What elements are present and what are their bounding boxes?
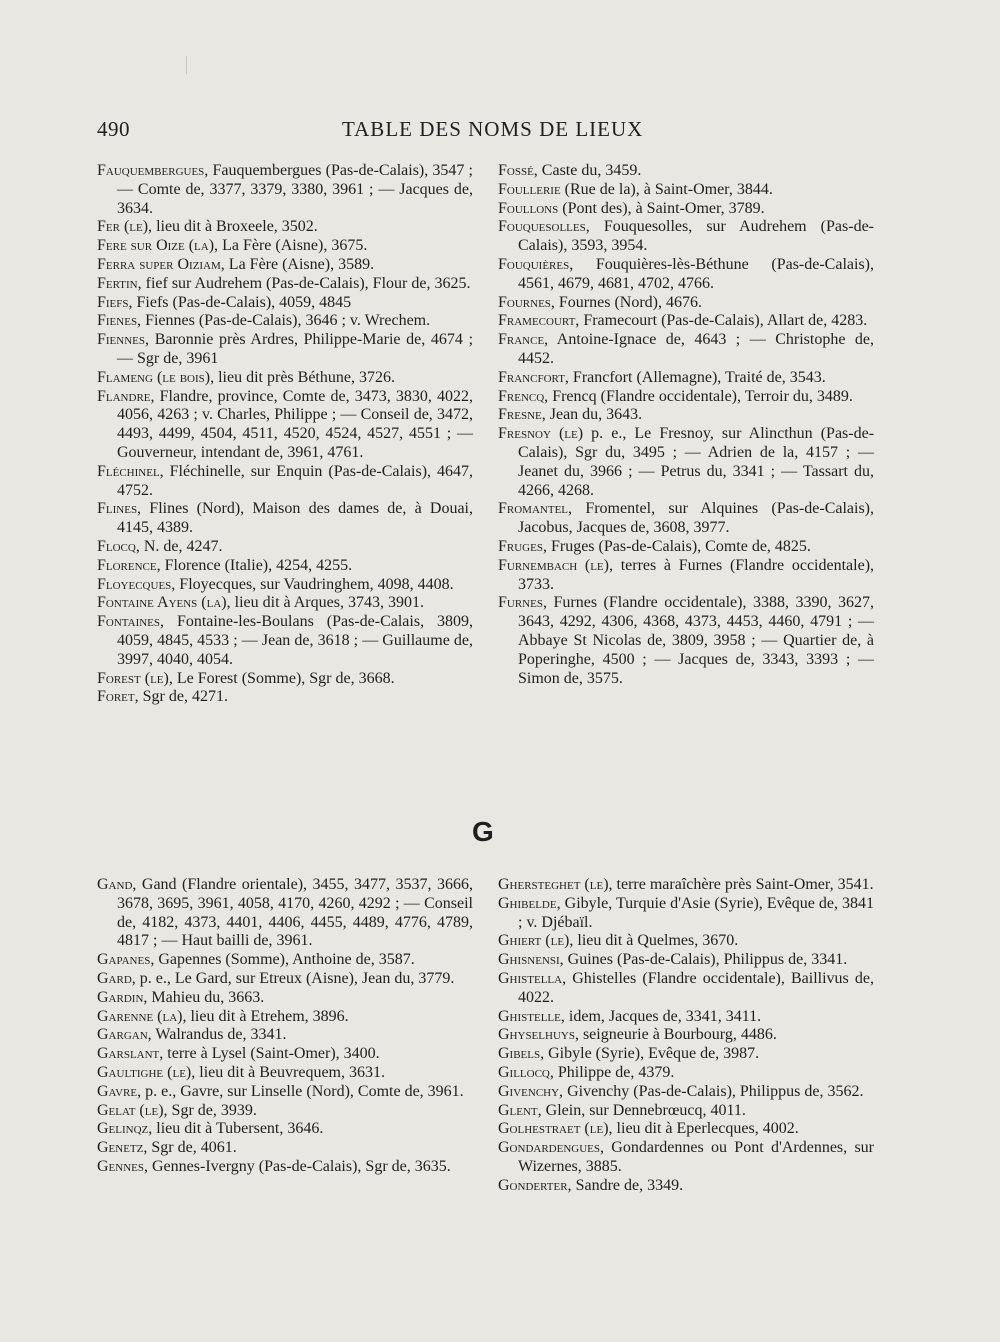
- index-entry: [498, 557, 874, 595]
- index-entry: [498, 369, 874, 388]
- index-entry: [498, 388, 874, 407]
- index-entry: [498, 1026, 874, 1045]
- entry-heading: Flandre,: [97, 387, 155, 405]
- entry-heading: Gillocq,: [498, 1063, 554, 1081]
- entry-heading: Fer (le),: [97, 218, 153, 236]
- entry-heading: Garslant,: [97, 1045, 164, 1063]
- index-entry: [498, 425, 874, 500]
- index-entry: [97, 670, 473, 689]
- index-entry: [498, 294, 874, 313]
- index-entry: [498, 500, 874, 538]
- entry-body: Flines (Nord), Maison des dames de, à Douai, 4145, 4389.: [117, 500, 474, 537]
- index-entry: [498, 1083, 874, 1102]
- entry-body: Philippe de, 4379.: [557, 1063, 675, 1081]
- entry-heading: Gelinqz,: [97, 1120, 153, 1138]
- index-entry: [498, 932, 874, 951]
- index-entry: [498, 162, 874, 181]
- entry-body: Sgr de, 3939.: [171, 1101, 257, 1119]
- entry-body: Ghistelles (Flandre occidentale), Baillivus de, 4022.: [518, 969, 875, 1006]
- index-entry: [498, 895, 874, 933]
- entry-heading: Ferra super Oiziam,: [97, 255, 225, 273]
- entry-heading: Ghersteghet (le),: [498, 876, 613, 893]
- entry-body: terre maraîchère près Saint-Omer, 3541.: [616, 876, 874, 893]
- index-entry: [97, 989, 473, 1008]
- index-entry: [97, 331, 473, 369]
- entry-body: Fouquesolles, sur Audrehem (Pas-de-Calais), 3593, 3954.: [518, 218, 874, 255]
- entry-body: fief sur Audrehem (Pas-de-Calais), Flour de, 3625.: [145, 274, 471, 292]
- entry-heading: Fauquembergues,: [97, 162, 209, 179]
- entry-body: Fauquembergues (Pas-de-Calais), 3547 ; — Comte de, 3377, 3379, 3380, 3961 ; — Jacques de, 3634.: [117, 162, 474, 217]
- entry-heading: Ghibelde,: [498, 894, 561, 912]
- entry-body: Fiefs (Pas-de-Calais), 4059, 4845: [136, 293, 352, 311]
- index-entry: [97, 312, 473, 331]
- index-entry: [97, 557, 473, 576]
- entry-body: Givenchy (Pas-de-Calais), Philippus de, 3562.: [567, 1082, 864, 1100]
- entry-heading: Floyecques,: [97, 575, 176, 593]
- index-entry: [498, 1064, 874, 1083]
- index-entry: [97, 876, 473, 951]
- index-entry: [498, 1102, 874, 1121]
- entry-body: lieu dit à Etrehem, 3896.: [190, 1007, 349, 1025]
- entry-heading: Gapanes,: [97, 951, 155, 969]
- index-entry: [97, 1045, 473, 1064]
- index-column-right-top: [498, 162, 874, 688]
- index-entry: [498, 970, 874, 1008]
- entry-heading: Fresnoy (le): [498, 425, 584, 443]
- entry-heading: Fromantel,: [498, 500, 573, 518]
- entry-body: lieu dit à Broxeele, 3502.: [156, 218, 318, 236]
- entry-body: Fournes (Nord), 4676.: [558, 293, 702, 311]
- entry-body: Flandre, province, Comte de, 3473, 3830, 4022, 4056, 4263 ; v. Charles, Philippe ; — Conseil de, 3472, 4493, 4499, 4504, 4511, 4520, 4524, 4527, 4551 ; — Gouverneur, intendant de, 3961, 4761.: [117, 387, 473, 461]
- entry-heading: France,: [498, 331, 549, 349]
- entry-body: Le Forest (Somme), Sgr de, 3668.: [176, 669, 395, 687]
- entry-heading: Furnes,: [498, 594, 547, 612]
- entry-heading: Furnembach (le),: [498, 556, 613, 574]
- entry-heading: Fiefs,: [97, 293, 133, 311]
- index-entry: [498, 594, 874, 688]
- entry-body: Gennes-Ivergny (Pas-de-Calais), Sgr de, 3635.: [152, 1157, 451, 1175]
- index-column-right-bottom: [498, 876, 874, 1196]
- index-entry: [97, 275, 473, 294]
- entry-body: Furnes (Flandre occidentale), 3388, 3390, 3627, 3643, 4292, 4306, 4368, 4373, 4453, 4460, 4791 ; — Abbaye St Nicolas de, 3809, 3958 ; — Quartier de, à Poperinghe, 4500 ; — Jacques de, 3343, 3393 ; — Simon de, 3575.: [518, 594, 874, 687]
- index-entry: [498, 1120, 874, 1139]
- index-entry: [97, 162, 473, 218]
- entry-body: Fontaine-les-Boulans (Pas-de-Calais, 3809, 4059, 4845, 4533 ; — Jean de, 3618 ; — Guillaume de, 3997, 4040, 4054.: [117, 613, 473, 668]
- index-entry: [498, 1045, 874, 1064]
- entry-body: Walrandus de, 3341.: [155, 1026, 287, 1044]
- entry-body: Floyecques, sur Vaudringhem, 4098, 4408.: [179, 575, 454, 593]
- index-entry: [97, 613, 473, 669]
- index-entry: [97, 1008, 473, 1027]
- index-entry: [97, 500, 473, 538]
- entry-body: p. e., Le Gard, sur Etreux (Aisne), Jean du, 3779.: [139, 969, 455, 987]
- entry-heading: Glent,: [498, 1101, 542, 1119]
- entry-heading: Foullons: [498, 199, 559, 217]
- index-entry: [498, 181, 874, 200]
- entry-heading: Gondardengues,: [498, 1139, 604, 1157]
- index-entry: [97, 388, 473, 463]
- index-entry: [97, 1102, 473, 1121]
- index-entry: [97, 576, 473, 595]
- index-entry: [498, 951, 874, 970]
- entry-heading: Fontaine Ayens (la),: [97, 594, 231, 612]
- entry-heading: Gardin,: [97, 988, 148, 1006]
- index-entry: [97, 1139, 473, 1158]
- entry-body: Mahieu du, 3663.: [151, 988, 265, 1006]
- entry-heading: Ghistelle,: [498, 1007, 565, 1025]
- entry-body: Florence (Italie), 4254, 4255.: [164, 556, 353, 574]
- entry-heading: Fléchinel,: [97, 462, 164, 480]
- entry-body: Glein, sur Dennebrœucq, 4011.: [545, 1101, 746, 1119]
- entry-body: Gapennes (Somme), Anthoine de, 3587.: [158, 951, 415, 969]
- index-entry: [97, 1026, 473, 1045]
- index-entry: [97, 237, 473, 256]
- entry-body: p. e., Le Fresnoy, sur Alincthun (Pas-de-Calais), Sgr du, 3495 ; — Adrien de la, 4157 ; — Jeanet du, 3966 ; — Petrus du, 3341 ; — Tassart du, 4266, 4268.: [518, 425, 875, 499]
- entry-body: Baronnie près Ardres, Philippe-Marie de, 4674 ; — Sgr de, 3961: [117, 331, 474, 367]
- entry-body: Fouquières-lès-Béthune (Pas-de-Calais), 4561, 4679, 4681, 4702, 4766.: [518, 255, 874, 292]
- entry-body: seigneurie à Bourbourg, 4486.: [582, 1026, 777, 1044]
- index-entry: [97, 463, 473, 501]
- entry-body: Sgr de, 4271.: [142, 688, 228, 706]
- entry-heading: Framecourt,: [498, 312, 580, 330]
- index-entry: [97, 970, 473, 989]
- index-entry: [498, 876, 874, 895]
- index-entry: [97, 218, 473, 237]
- entry-heading: Francfort,: [498, 368, 569, 386]
- entry-heading: Ghisnensi,: [498, 951, 564, 969]
- entry-heading: Foret,: [97, 688, 139, 706]
- entry-body: Gand (Flandre orientale), 3455, 3477, 3537, 3666, 3678, 3695, 3961, 4058, 4170, 4260, 4292 ; — Conseil de, 4182, 4373, 4401, 4406, 4455, 4489, 4776, 4789, 4817 ; — Haut bailli de, 3961.: [117, 876, 474, 950]
- entry-body: terre à Lysel (Saint-Omer), 3400.: [167, 1045, 380, 1063]
- entry-heading: Gelat (le),: [97, 1101, 168, 1119]
- entry-body: Sandre de, 3349.: [575, 1176, 684, 1194]
- entry-heading: Frencq,: [498, 387, 549, 405]
- index-entry: [97, 1120, 473, 1139]
- entry-heading: Fouquesolles,: [498, 218, 590, 236]
- entry-heading: Golhestraet (le),: [498, 1120, 613, 1138]
- entry-heading: Forest (le),: [97, 669, 173, 687]
- entry-body: Fiennes (Pas-de-Calais), 3646 ; v. Wrechem.: [145, 312, 431, 330]
- index-entry: [97, 594, 473, 613]
- entry-heading: Ghyselhuys,: [498, 1026, 579, 1044]
- entry-heading: Fertin,: [97, 274, 142, 292]
- index-entry: [498, 256, 874, 294]
- entry-heading: Gonderter,: [498, 1176, 572, 1194]
- entry-heading: Fienes,: [97, 312, 142, 330]
- entry-body: (Rue de la), à Saint-Omer, 3844.: [564, 180, 773, 198]
- index-column-left-top: [97, 162, 473, 707]
- entry-body: Caste du, 3459.: [541, 162, 642, 179]
- entry-body: lieu dit près Béthune, 3726.: [218, 368, 395, 386]
- entry-heading: Gennes,: [97, 1157, 148, 1175]
- index-entry: [498, 1008, 874, 1027]
- index-column-left-bottom: [97, 876, 473, 1177]
- entry-body: Gondardennes ou Pont d'Ardennes, sur Wizernes, 3885.: [518, 1139, 874, 1175]
- entry-body: lieu dit à Tubersent, 3646.: [156, 1120, 324, 1138]
- index-entry: [97, 1083, 473, 1102]
- index-entry: [498, 312, 874, 331]
- entry-heading: Fiennes,: [97, 331, 150, 349]
- index-entry: [97, 538, 473, 557]
- entry-body: La Fère (Aisne), 3589.: [228, 255, 375, 273]
- entry-body: Framecourt (Pas-de-Calais), Allart de, 4283.: [583, 312, 868, 330]
- index-entry: [97, 294, 473, 313]
- entry-body: N. de, 4247.: [143, 537, 223, 555]
- entry-body: Antoine-Ignace de, 4643 ; — Christophe de, 4452.: [518, 331, 874, 367]
- entry-heading: Genetz,: [97, 1139, 148, 1157]
- index-entry: [97, 688, 473, 707]
- entry-heading: Ghistella,: [498, 969, 567, 987]
- entry-body: lieu dit à Eperlecques, 4002.: [616, 1120, 799, 1138]
- entry-body: Jean du, 3643.: [549, 406, 643, 424]
- index-entry: [498, 218, 874, 256]
- entry-body: Gibyle (Syrie), Evêque de, 3987.: [548, 1045, 760, 1063]
- entry-body: p. e., Gavre, sur Linselle (Nord), Comte de, 3961.: [145, 1082, 464, 1100]
- entry-body: lieu dit à Quelmes, 3670.: [577, 932, 739, 950]
- entry-body: (Pont des), à Saint-Omer, 3789.: [562, 199, 765, 217]
- entry-heading: Fouquières,: [498, 255, 574, 273]
- entry-body: Guines (Pas-de-Calais), Philippus de, 3341.: [567, 951, 848, 969]
- entry-heading: Gibels,: [498, 1045, 545, 1063]
- entry-body: Fruges (Pas-de-Calais), Comte de, 4825.: [550, 537, 811, 555]
- entry-heading: Fruges,: [498, 537, 547, 555]
- entry-body: Frencq (Flandre occidentale), Terroir du, 3489.: [552, 387, 853, 405]
- entry-body: Francfort (Allemagne), Traité de, 3543.: [572, 368, 826, 386]
- entry-body: terres à Furnes (Flandre occidentale), 3733.: [518, 556, 875, 593]
- index-entry: [498, 331, 874, 369]
- index-entry: [498, 538, 874, 557]
- entry-heading: Foullerie: [498, 180, 561, 198]
- entry-heading: Gaultighe (le),: [97, 1063, 196, 1081]
- entry-body: Fromentel, sur Alquines (Pas-de-Calais), Jacobus, Jacques de, 3608, 3977.: [518, 500, 875, 537]
- entry-heading: Flines,: [97, 500, 142, 518]
- entry-heading: Ghiert (le),: [498, 932, 574, 950]
- index-entry: [97, 1064, 473, 1083]
- entry-body: lieu dit à Beuvrequem, 3631.: [199, 1063, 385, 1081]
- index-entry: [97, 1158, 473, 1177]
- entry-heading: Givenchy,: [498, 1082, 564, 1100]
- margin-mark: [186, 56, 187, 74]
- entry-heading: Fontaines,: [97, 613, 165, 631]
- page-number: 490: [97, 117, 130, 141]
- index-entry: [498, 1177, 874, 1196]
- entry-heading: Garenne (la),: [97, 1007, 187, 1025]
- entry-heading: Flameng (le bois),: [97, 368, 215, 386]
- entry-heading: Gargan,: [97, 1026, 152, 1044]
- entry-heading: Gavre,: [97, 1082, 142, 1100]
- index-entry: [498, 1139, 874, 1177]
- index-entry: [97, 256, 473, 275]
- entry-body: Fléchinelle, sur Enquin (Pas-de-Calais), 4647, 4752.: [117, 462, 473, 499]
- entry-body: idem, Jacques de, 3341, 3411.: [568, 1007, 762, 1025]
- entry-heading: Fossé,: [498, 162, 538, 179]
- entry-heading: Flocq,: [97, 537, 140, 555]
- index-entry: [498, 200, 874, 219]
- entry-body: Sgr de, 4061.: [151, 1139, 237, 1157]
- index-entry: [97, 951, 473, 970]
- entry-body: Gibyle, Turquie d'Asie (Syrie), Evêque de, 3841 ; v. Djébaïl.: [518, 894, 874, 931]
- running-title: TABLE DES NOMS DE LIEUX: [342, 117, 644, 141]
- entry-heading: Fere sur Oize (la),: [97, 237, 219, 255]
- entry-heading: Gand,: [97, 876, 137, 893]
- section-letter: G: [472, 816, 494, 847]
- entry-heading: Fresne,: [498, 406, 546, 424]
- entry-body: La Fère (Aisne), 3675.: [222, 237, 368, 255]
- entry-heading: Florence,: [97, 556, 161, 574]
- entry-heading: Gard,: [97, 969, 136, 987]
- index-entry: [498, 406, 874, 425]
- entry-body: lieu dit à Arques, 3743, 3901.: [234, 594, 424, 612]
- index-entry: [97, 369, 473, 388]
- entry-heading: Fournes,: [498, 293, 555, 311]
